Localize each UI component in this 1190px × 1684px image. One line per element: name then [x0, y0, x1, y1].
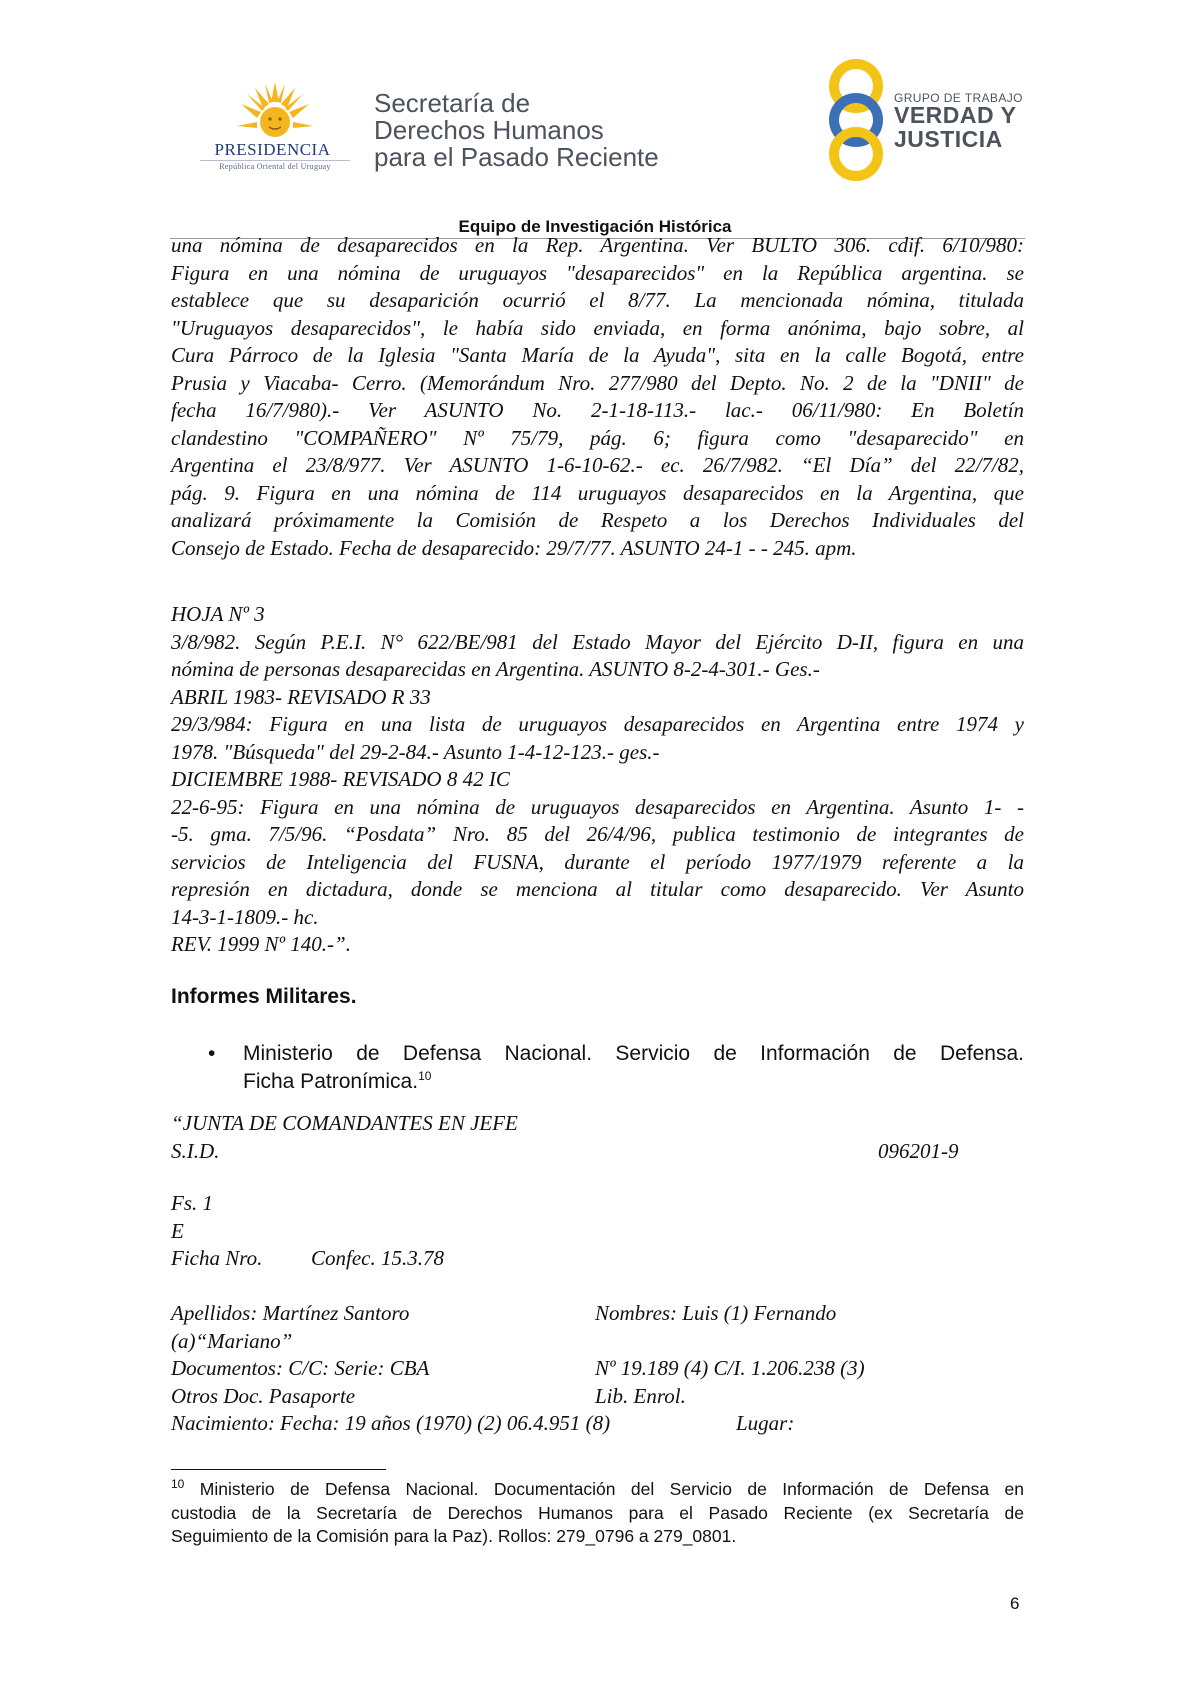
paragraph-2: [171, 601, 1024, 959]
footnote-line-2: custodia de la Secretaría de Derechos Humanos para el Pasado Reciente (ex Secretaría de: [171, 1502, 1024, 1523]
verdad-justicia-title: [894, 103, 1016, 151]
ficha-documentos-nro: Nº 19.189 (4) C/I. 1.206.238 (3): [595, 1356, 865, 1380]
ficha-nro-row: [171, 1245, 1024, 1273]
p1-line: pág. 9. Figura en una nómina de 114 uruguayos desaparecidos en la Argentina, que: [171, 480, 1024, 505]
ficha-row-otros: [171, 1383, 1024, 1411]
ficha-nacimiento: Nacimiento: Fecha: 19 años (1970) (2) 06.4.951 (8): [171, 1411, 611, 1435]
paragraph-1: [171, 232, 1024, 562]
p1-line: una nómina de desaparecidos en la Rep. Argentina. Ver BULTO 306. cdif. 6/10/980:: [171, 233, 1024, 257]
p2-line: nómina de personas desaparecidas en Argentina. ASUNTO 8-2-4-301.- Ges.-: [171, 657, 820, 681]
grupo-trabajo-label: GRUPO DE TRABAJO: [894, 91, 1023, 105]
p2-line: servicios de Inteligencia del FUSNA, durante el período 1977/1979 referente a la: [171, 849, 1024, 874]
secretaria-line-3: para el Pasado Reciente: [374, 142, 659, 172]
ficha-apellidos: Apellidos: Martínez Santoro: [171, 1301, 410, 1325]
ficha-documentos: Documentos: C/C: Serie: CBA: [171, 1356, 430, 1380]
p2-line: ABRIL 1983- REVISADO R 33: [171, 684, 431, 709]
ficha-block: [171, 1110, 1024, 1165]
p1-line: establece que su desaparición ocurrió el 8/77. La mencionada nómina, titulada: [171, 288, 1024, 312]
ficha-row-documentos: [171, 1355, 1024, 1383]
p1-line: Consejo de Estado. Fecha de desaparecido: 29/7/77. ASUNTO 24-1 - - 245. apm.: [171, 535, 857, 560]
p1-line: clandestino "COMPAÑERO" Nº 75/79, pág. 6; figura como "desaparecido" en: [171, 425, 1024, 450]
p1-line: Argentina el 23/8/977. Ver ASUNTO 1-6-10-62.- ec. 26/7/982. “El Día” del 22/7/82,: [171, 453, 1024, 477]
page-number: 6: [1010, 1594, 1020, 1613]
ficha-header-block: [171, 1190, 1024, 1273]
secretaria-line-1: Secretaría de: [374, 88, 531, 118]
ficha-nombres: Nombres: Luis (1) Fernando: [595, 1301, 837, 1325]
ficha-lib-enrol: Lib. Enrol.: [595, 1383, 686, 1408]
ficha-junta: “JUNTA DE COMANDANTES EN JEFE: [171, 1111, 518, 1135]
p1-line: Prusia y Viacaba- Cerro. (Memorándum Nro. 277/980 del Depto. No. 2 de la "DNII" de: [171, 370, 1024, 395]
secretaria-title: [374, 90, 659, 171]
p2-line: 3/8/982. Según P.E.I. N° 622/BE/981 del Estado Mayor del Ejército D-II, figura en una: [171, 629, 1024, 654]
p1-line: "Uruguayos desaparecidos", le había sido enviada, en forma anónima, bajo sobre, al: [171, 315, 1024, 340]
bullet-line-2-text: Ficha Patronímica.: [243, 1070, 419, 1093]
bullet-dot-icon: •: [208, 1042, 216, 1065]
footnote-divider: [171, 1469, 386, 1470]
footnote-line-1: [171, 1478, 1024, 1502]
p1-line: analizará próximamente la Comisión de Respeto a los Derechos Individuales del: [171, 508, 1024, 532]
ficha-otros-doc: Otros Doc. Pasaporte: [171, 1383, 356, 1408]
ficha-fs: Fs. 1: [171, 1191, 213, 1215]
p2-line: HOJA Nº 3: [171, 602, 265, 626]
footnote: [171, 1478, 1024, 1549]
ficha-nro-label: Ficha Nro.: [171, 1246, 263, 1270]
p2-line: represión en dictadura, donde se menciona al titular como desaparecido. Ver Asunto: [171, 877, 1024, 901]
p2-line: 22-6-95: Figura en una nómina de uruguayos desaparecidos en Argentina. Asunto 1- -: [171, 794, 1024, 819]
section-heading-informes: Informes Militares.: [171, 985, 357, 1008]
bullet-line-1: Ministerio de Defensa Nacional. Servicio de Información de Defensa.: [243, 1042, 1024, 1065]
footnote-number: 10: [171, 1477, 185, 1492]
ficha-details: [171, 1300, 1024, 1438]
footnote-line-3: Seguimiento de la Comisión para la Paz). Rollos: 279_0796 a 279_0801.: [171, 1526, 737, 1546]
footnote-ref: 10: [418, 1069, 432, 1083]
justicia-label: JUSTICIA: [894, 126, 1003, 152]
bullet-line-2: [243, 1068, 1024, 1096]
ficha-sid-row: [171, 1138, 1024, 1166]
equipo-heading: Equipo de Investigación Histórica: [458, 217, 732, 236]
ficha-alias: (a)“Mariano”: [171, 1328, 293, 1353]
secretaria-line-2: Derechos Humanos: [374, 115, 604, 145]
ficha-sid-number: 096201-9: [878, 1138, 959, 1163]
ficha-confec: Confec. 15.3.78: [311, 1246, 444, 1270]
verdad-justicia-logo: [820, 58, 1030, 183]
ficha-e: E: [171, 1218, 184, 1243]
presidencia-subtitle: República Oriental del Uruguay: [219, 162, 331, 171]
verdad-label: VERDAD Y: [894, 102, 1017, 128]
ficha-row-nacimiento: [171, 1410, 1024, 1438]
p2-line: 1978. "Búsqueda" del 29-2-84.- Asunto 1-4-12-123.- ges.-: [171, 739, 660, 764]
p2-line: REV. 1999 Nº 140.-”.: [171, 932, 351, 956]
presidencia-rule: [200, 160, 350, 161]
p2-line: 14-3-1-1809.- hc.: [171, 904, 319, 929]
bullet-text: [243, 1040, 1024, 1096]
p1-line: Cura Párroco de la Iglesia "Santa María de la Ayuda", sita en la calle Bogotá, entre: [171, 343, 1024, 367]
p2-line: 29/3/984: Figura en una lista de uruguayos desaparecidos en Argentina entre 1974 y: [171, 712, 1024, 736]
presidencia-logo: [195, 80, 345, 180]
ficha-row-apellidos: [171, 1300, 1024, 1328]
ficha-sid: S.I.D.: [171, 1138, 220, 1163]
ficha-lugar: Lugar:: [736, 1411, 795, 1435]
rings-emblem-icon: [820, 58, 892, 183]
footnote-text-1: Ministerio de Defensa Nacional. Documentación del Servicio de Información de Defensa en: [199, 1479, 1024, 1499]
p2-line: DICIEMBRE 1988- REVISADO 8 42 IC: [171, 767, 510, 791]
presidencia-text: PRESIDENCIA: [214, 140, 331, 159]
p2-line: -5. gma. 7/5/96. “Posdata” Nro. 85 del 26/4/96, publica testimonio de integrantes de: [171, 822, 1024, 846]
p1-line: fecha 16/7/980).- Ver ASUNTO No. 2-1-18-113.- lac.- 06/11/980: En Boletín: [171, 398, 1024, 422]
sun-emblem-icon: [235, 80, 315, 138]
p1-line: Figura en una nómina de uruguayos "desaparecidos" en la República argentina. se: [171, 260, 1024, 285]
